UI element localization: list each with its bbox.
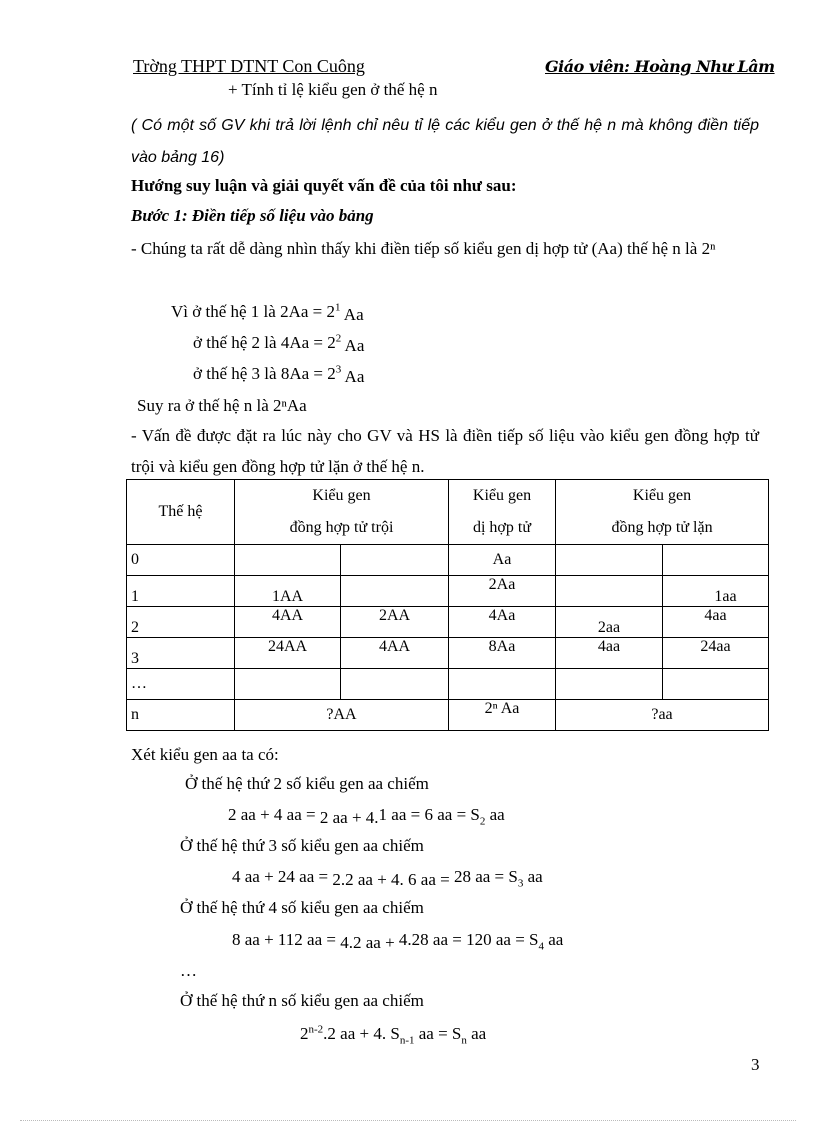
- g4-sub: 4: [538, 940, 544, 953]
- header-school: Trờng THPT DTNT Con Cuông: [133, 56, 365, 76]
- footer-divider: [20, 1120, 796, 1121]
- paragraph-1: - Chúng ta rất dễ dàng nhìn thấy khi điền tiếp số kiểu gen dị hợp tử (Aa) thế hệ n là 2ⁿ: [131, 239, 716, 258]
- cell-dominant-1: 1AA: [235, 576, 341, 607]
- cell-recessive-1: 2aa: [556, 607, 663, 638]
- cell-generation: 2: [127, 607, 235, 638]
- g4-eq-part3: 4.28 aa = 120 aa = S: [398, 930, 539, 949]
- cell-recessive-1: [556, 576, 663, 607]
- cell-dominant-1: [235, 669, 341, 700]
- gen3-line: [193, 364, 364, 384]
- cell-heterozygous: 2ⁿ Aa: [449, 700, 556, 731]
- header-dominant-line1: Kiểu gen: [312, 487, 371, 504]
- page-number: 3: [751, 1055, 760, 1074]
- gen1-line: [171, 302, 364, 322]
- gn-exp: n-2: [308, 1023, 324, 1036]
- cell-recessive-2: 1aa: [663, 576, 769, 607]
- gen2-text: ở thế hệ 2 là 4Aa = 2: [193, 333, 336, 352]
- header-heterozygous-line2: dị hợp tử: [472, 519, 532, 536]
- g3-eq-part1: 4 aa + 24 aa =: [232, 867, 333, 886]
- gn-label: Ở thế hệ thứ n số kiểu gen aa chiếm: [180, 991, 424, 1010]
- g2-eq-part3: 1 aa = 6 aa = S: [378, 805, 480, 824]
- cell-dominant-2: 4AA: [341, 638, 449, 669]
- cell-generation: 0: [127, 545, 235, 576]
- cell-recessive-2: [663, 545, 769, 576]
- gn-equation: [300, 1023, 487, 1047]
- g4-eq-end: aa: [543, 930, 564, 949]
- header-heterozygous-line1: Kiểu gen: [472, 487, 532, 504]
- header-heterozygous: [449, 480, 556, 545]
- g2-sub: 2: [479, 815, 486, 828]
- gn-part3: aa = S: [414, 1024, 462, 1043]
- cell-heterozygous: 2Aa: [449, 576, 556, 607]
- gn-base: 2: [300, 1024, 309, 1043]
- g2-equation: [228, 805, 505, 828]
- approach-heading: Hướng suy luận và giải quyết vấn đề của tôi như sau:: [131, 176, 517, 195]
- g2-eq-part2: 2 aa + 4.: [319, 808, 379, 827]
- gen1-text: Vì ở thế hệ 1 là 2Aa = 2: [171, 302, 335, 321]
- cell-recessive-1: [556, 545, 663, 576]
- g3-eq-part2: 2.2 aa + 4. 6 aa =: [332, 870, 454, 889]
- teacher-note: ( Có một số GV khi trả lời lệnh chỉ nêu tỉ lệ các kiểu gen ở thế hệ n mà không điền tiếp vào bảng 16): [131, 117, 759, 166]
- table-row: [127, 638, 769, 669]
- step1-heading: Bước 1: Điền tiếp số liệu vào bảng: [131, 206, 374, 225]
- table-row-n: [127, 700, 769, 731]
- cell-heterozygous: Aa: [449, 545, 556, 576]
- cell-dominant-2: [341, 545, 449, 576]
- gen3-unit: Aa: [344, 367, 365, 386]
- cell-dominant-1: 4AA: [235, 607, 341, 638]
- paragraph-2: - Vấn đề được đặt ra lúc này cho GV và HS là điền tiếp số liệu vào kiểu gen đồng hợp tử trội và kiểu gen đồng hợp tử lặn ở thế hệ n.: [131, 426, 759, 476]
- table-header-row: [127, 480, 769, 545]
- g2-eq-end: aa: [485, 805, 505, 824]
- gen2-line: [193, 333, 364, 353]
- cell-recessive-1: [556, 669, 663, 700]
- header-dominant-line2: đồng hợp tử trội: [289, 519, 394, 536]
- header-recessive-line2: đồng hợp tử lặn: [611, 519, 713, 536]
- cell-generation: 3: [127, 638, 235, 669]
- cell-dominant-2: [341, 576, 449, 607]
- g4-equation: [232, 930, 564, 953]
- cell-dominant: ?AA: [235, 700, 449, 731]
- g4-eq-part2: 4.2 aa +: [340, 933, 399, 952]
- cell-generation: 1: [127, 576, 235, 607]
- g4-label: Ở thế hệ thứ 4 số kiểu gen aa chiếm: [180, 898, 424, 917]
- cell-heterozygous: 8Aa: [449, 638, 556, 669]
- table-row: [127, 545, 769, 576]
- table-row: [127, 669, 769, 700]
- g3-equation: [232, 867, 543, 890]
- bullet-line: + Tính tỉ lệ kiểu gen ở thế hệ n: [228, 80, 438, 99]
- gen3-exp: 3: [335, 363, 342, 376]
- gen1-unit: Aa: [343, 305, 364, 324]
- table-row: [127, 576, 769, 607]
- g3-eq-part3: 28 aa = S: [453, 867, 518, 886]
- cell-heterozygous: [449, 669, 556, 700]
- g4-eq-part1: 8 aa + 112 aa =: [232, 930, 341, 949]
- analysis-intro: Xét kiểu gen aa ta có:: [131, 745, 279, 764]
- header-teacher: Giáo viên: Hoàng Như Lâm: [545, 57, 775, 76]
- header-generation: Thế hệ: [127, 480, 235, 545]
- table-row: [127, 607, 769, 638]
- cell-heterozygous: 4Aa: [449, 607, 556, 638]
- gen2-unit: Aa: [344, 336, 365, 355]
- cell-recessive: ?aa: [556, 700, 769, 731]
- gn-sub1: n-1: [399, 1034, 415, 1047]
- cell-dominant-1: 24AA: [235, 638, 341, 669]
- header-dominant: [235, 480, 449, 545]
- cell-dominant-2: 2AA: [341, 607, 449, 638]
- cell-generation: n: [127, 700, 235, 731]
- header-recessive-line1: Kiểu gen: [632, 487, 692, 504]
- cell-recessive-2: [663, 669, 769, 700]
- g3-sub: 3: [517, 877, 524, 890]
- gn-end: aa: [466, 1024, 487, 1043]
- cell-recessive-2: 24aa: [663, 638, 769, 669]
- cell-generation: …: [127, 669, 235, 700]
- gn-part2: .2 aa + 4. S: [323, 1024, 400, 1043]
- cell-dominant-1: [235, 545, 341, 576]
- cell-recessive-1: 4aa: [556, 638, 663, 669]
- g2-eq-part1: 2 aa + 4 aa =: [228, 805, 320, 824]
- ellipsis-line: …: [180, 961, 197, 980]
- g3-label: Ở thế hệ thứ 3 số kiểu gen aa chiếm: [180, 836, 424, 855]
- gen1-exp: 1: [334, 301, 341, 314]
- header-recessive: [556, 480, 769, 545]
- g2-label: Ở thế hệ thứ 2 số kiểu gen aa chiếm: [185, 774, 429, 793]
- gen2-exp: 2: [335, 332, 342, 345]
- gen3-text: ở thế hệ 3 là 8Aa = 2: [193, 364, 336, 383]
- g3-eq-end: aa: [523, 867, 543, 886]
- gn-sub2: n: [461, 1034, 467, 1047]
- cell-recessive-2: 4aa: [663, 607, 769, 638]
- cell-dominant-2: [341, 669, 449, 700]
- genotype-table: [126, 479, 769, 731]
- conclusion-line: Suy ra ở thế hệ n là 2ⁿAa: [137, 396, 307, 415]
